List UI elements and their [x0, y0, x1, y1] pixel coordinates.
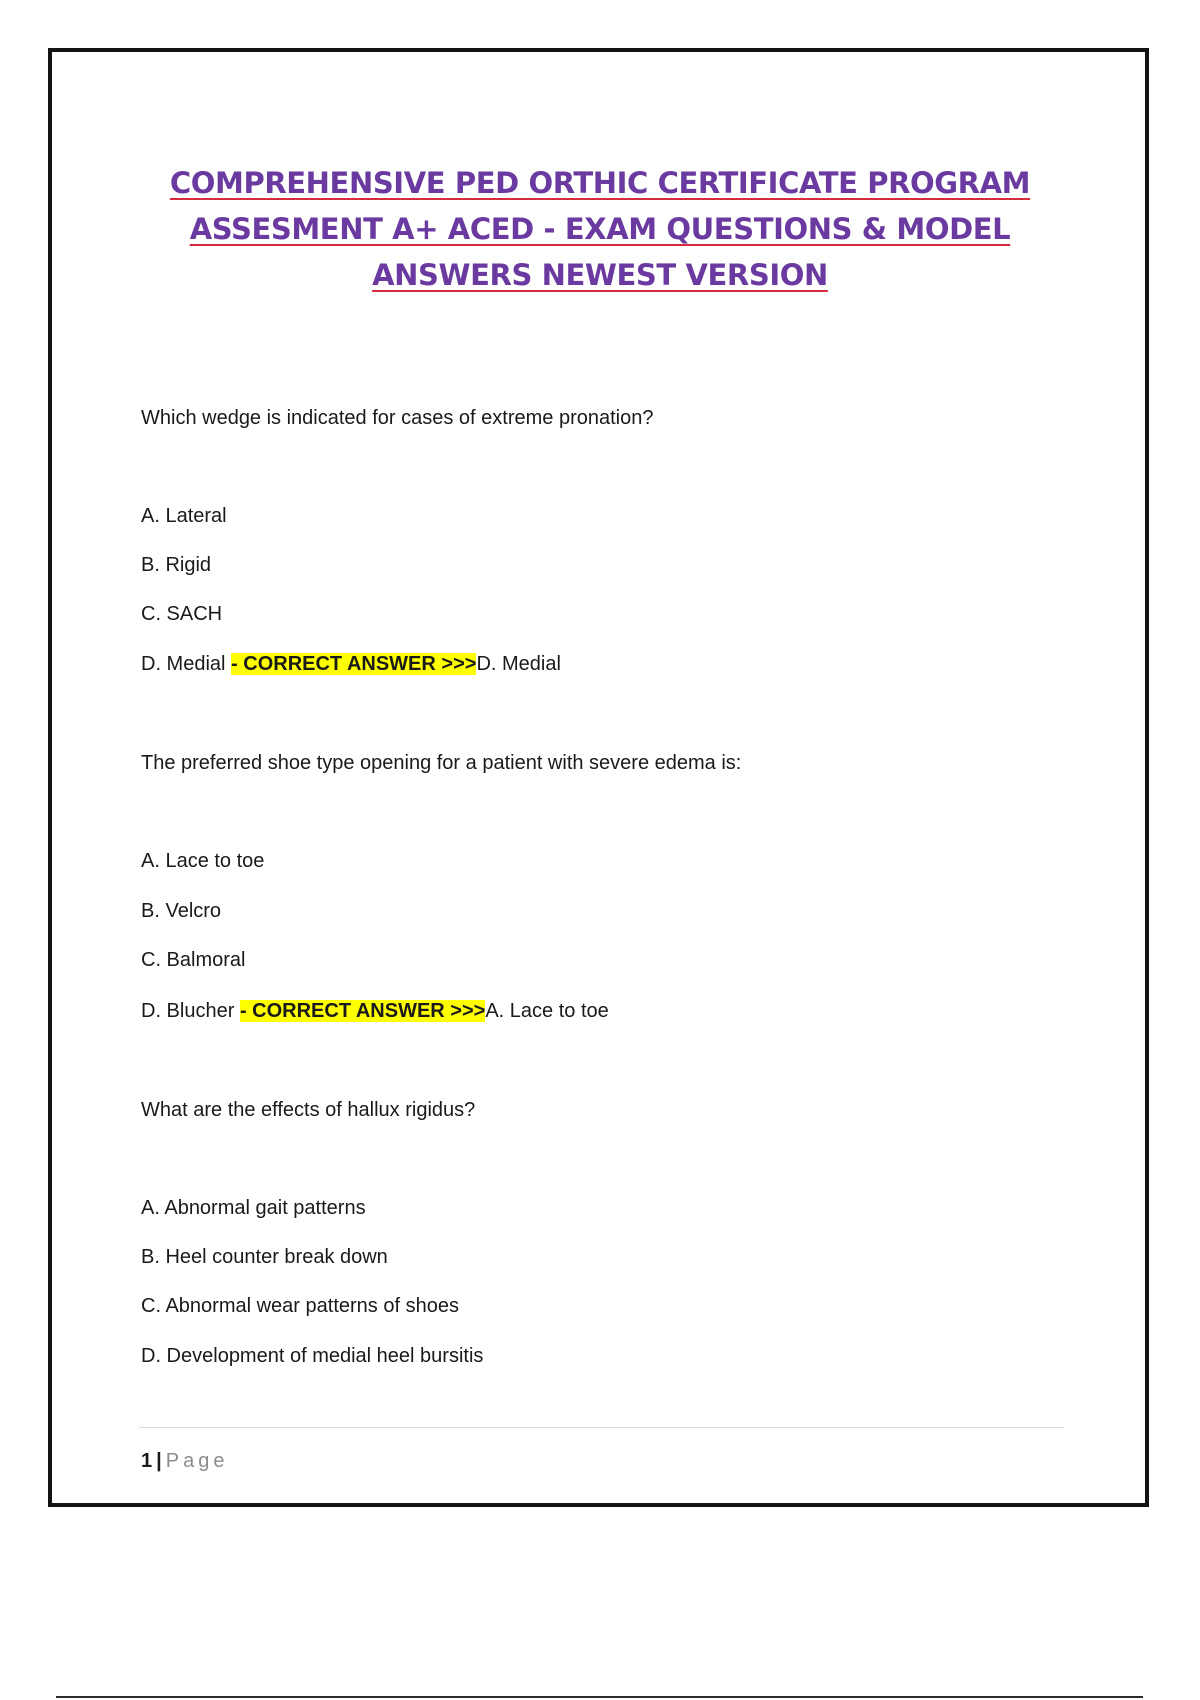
title-line-2: ASSESMENT A+ ACED - EXAM QUESTIONS & MODEL — [189, 212, 1011, 246]
question-1-answer: D. Medial — [476, 653, 561, 675]
question-2-text: The preferred shoe type opening for a patient with severe edema is: — [141, 752, 742, 774]
page-number: 1 — [141, 1450, 153, 1472]
question-3-option-b: B. Heel counter break down — [141, 1246, 388, 1268]
question-1-option-a: A. Lateral — [141, 505, 227, 527]
page-footer — [141, 1448, 228, 1474]
title-line-1: COMPREHENSIVE PED ORTHIC CERTIFICATE PROGRAM — [169, 166, 1031, 200]
question-2-option-c: C. Balmoral — [141, 949, 246, 971]
question-3-option-d: D. Development of medial heel bursitis — [141, 1345, 484, 1367]
question-1-option-d: D. Medial — [141, 653, 232, 675]
page-label: Page — [165, 1450, 229, 1472]
question-1-option-b: B. Rigid — [141, 554, 212, 576]
bottom-divider — [56, 1696, 1143, 1698]
footer-separator: | — [156, 1450, 162, 1472]
document-title — [150, 160, 1050, 298]
question-2-answer: A. Lace to toe — [485, 1000, 609, 1022]
footer-rule — [139, 1427, 1064, 1428]
question-2-option-b: B. Velcro — [141, 900, 222, 922]
question-1-option-d-row — [141, 651, 561, 677]
question-3-option-c: C. Abnormal wear patterns of shoes — [141, 1295, 459, 1317]
question-3-option-a: A. Abnormal gait patterns — [141, 1197, 366, 1219]
question-1-correct-answer-label: - CORRECT ANSWER >>> — [231, 653, 477, 675]
question-2-correct-answer-label: - CORRECT ANSWER >>> — [239, 1000, 486, 1022]
question-1-option-c: C. SACH — [141, 603, 223, 625]
question-2-option-d-row — [141, 998, 609, 1024]
question-1-text: Which wedge is indicated for cases of extreme pronation? — [141, 407, 654, 429]
question-2-option-a: A. Lace to toe — [141, 850, 265, 872]
question-3-text: What are the effects of hallux rigidus? — [141, 1099, 476, 1121]
question-2-option-d: D. Blucher — [141, 1000, 240, 1022]
title-line-3: ANSWERS NEWEST VERSION — [372, 258, 828, 292]
